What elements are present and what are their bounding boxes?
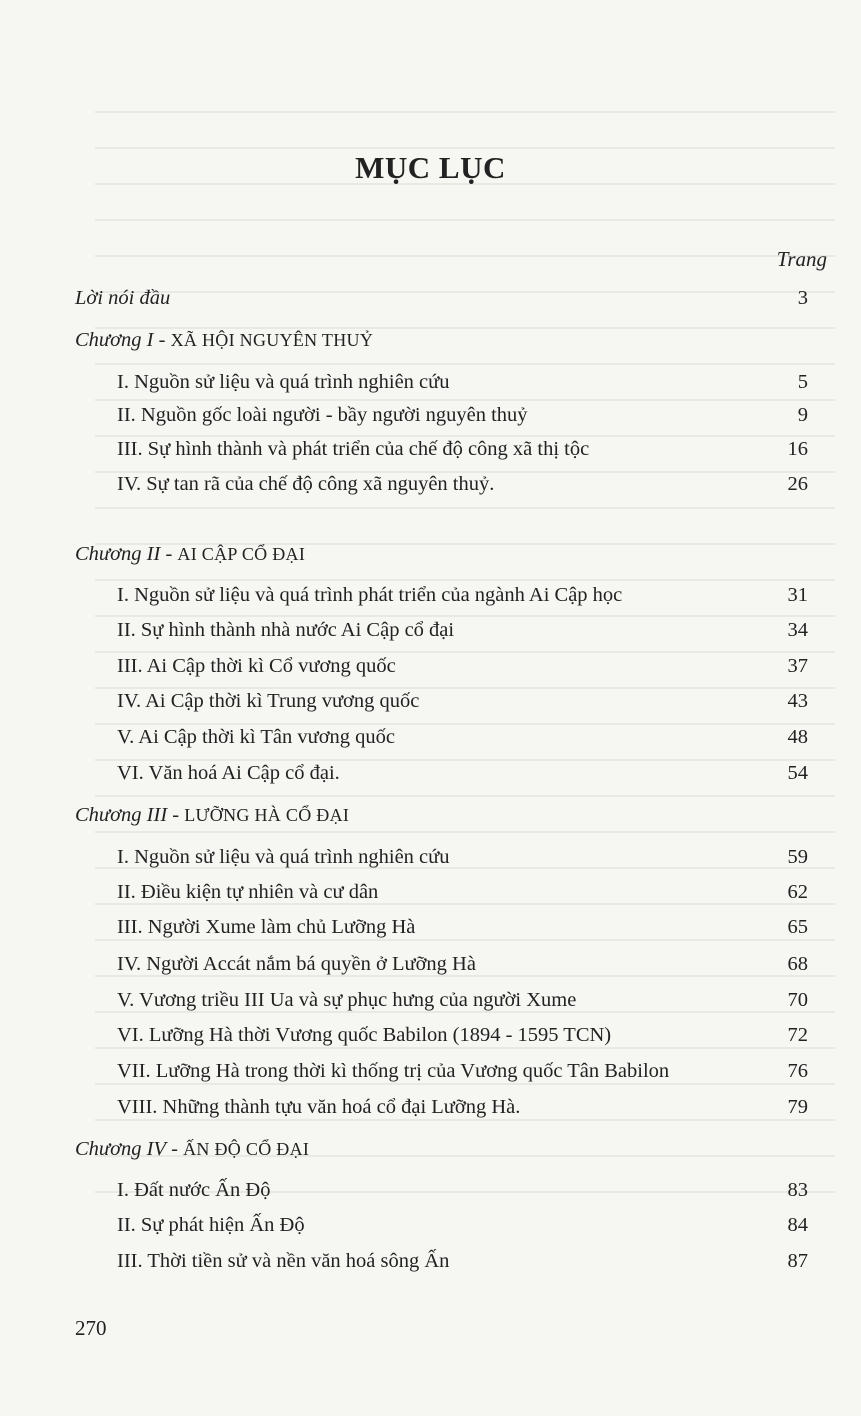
section-title: VIII. Những thành tựu văn hoá cổ đại Lưỡng Hà. <box>117 1096 521 1118</box>
section-title: II. Nguồn gốc loài người - bầy người nguyên thuỷ <box>117 404 528 426</box>
chapter-label: Chương II <box>75 543 161 565</box>
section-title: I. Nguồn sử liệu và quá trình nghiên cứu <box>117 846 450 868</box>
section-page: 26 <box>787 473 808 495</box>
section-title: IV. Người Accát nắm bá quyền ở Lưỡng Hà <box>117 953 476 975</box>
chapter-label: Chương I <box>75 329 154 351</box>
section-title: I. Nguồn sử liệu và quá trình phát triển của ngành Ai Cập học <box>117 584 623 606</box>
section-title: III. Ai Cập thời kì Cổ vương quốc <box>117 655 396 677</box>
section-page: 34 <box>787 619 808 641</box>
section-page: 76 <box>787 1060 808 1082</box>
section-title: III. Người Xume làm chủ Lưỡng Hà <box>117 916 416 938</box>
chapter-heading: Chương II - AI CẬP CỔ ĐẠI <box>75 543 306 565</box>
section-page: 84 <box>787 1214 808 1236</box>
section-page: 54 <box>787 762 808 784</box>
section-title: V. Vương triều III Ua và sự phục hưng của người Xume <box>117 989 577 1011</box>
section-page: 87 <box>787 1250 808 1272</box>
page-title: MỤC LỤC <box>355 150 506 185</box>
section-title: III. Thời tiền sử và nền văn hoá sông Ấn <box>117 1250 450 1272</box>
section-page: 5 <box>797 371 808 393</box>
section-page: 65 <box>787 916 808 938</box>
section-title: III. Sự hình thành và phát triển của chế độ công xã thị tộc <box>117 438 590 460</box>
footer-page-number: 270 <box>75 1316 107 1340</box>
section-page: 70 <box>787 989 808 1011</box>
section-title: VI. Văn hoá Ai Cập cổ đại. <box>117 762 340 784</box>
section-page: 43 <box>787 690 808 712</box>
chapter-title: ẤN ĐỘ CỔ ĐẠI <box>183 1139 310 1159</box>
section-page: 79 <box>787 1096 808 1118</box>
chapter-heading: Chương I - XÃ HỘI NGUYÊN THUỶ <box>75 329 374 351</box>
chapter-label: Chương IV <box>75 1138 167 1160</box>
section-title: VI. Lưỡng Hà thời Vương quốc Babilon (1894 - 1595 TCN) <box>117 1024 612 1046</box>
section-title: IV. Ai Cập thời kì Trung vương quốc <box>117 690 420 712</box>
section-page: 68 <box>787 953 808 975</box>
section-title: I. Đất nước Ấn Độ <box>117 1179 271 1201</box>
chapter-title: XÃ HỘI NGUYÊN THUỶ <box>170 330 374 350</box>
section-page: 16 <box>787 438 808 460</box>
section-page: 48 <box>787 726 808 748</box>
chapter-heading: Chương IV - ẤN ĐỘ CỔ ĐẠI <box>75 1138 310 1160</box>
preface-page: 3 <box>797 287 808 309</box>
section-page: 9 <box>797 404 808 426</box>
section-page: 37 <box>787 655 808 677</box>
section-page: 83 <box>787 1179 808 1201</box>
section-page: 72 <box>787 1024 808 1046</box>
section-title: II. Sự hình thành nhà nước Ai Cập cổ đại <box>117 619 455 641</box>
preface-label: Lời nói đầu <box>75 287 171 309</box>
section-page: 62 <box>787 881 808 903</box>
page-column-label: Trang <box>776 247 827 271</box>
section-title: IV. Sự tan rã của chế độ công xã nguyên thuỷ. <box>117 473 495 495</box>
chapter-title: AI CẬP CỔ ĐẠI <box>177 544 306 564</box>
section-title: II. Sự phát hiện Ấn Độ <box>117 1214 305 1236</box>
section-title: V. Ai Cập thời kì Tân vương quốc <box>117 726 396 748</box>
section-title: VII. Lưỡng Hà trong thời kì thống trị của Vương quốc Tân Babilon <box>117 1060 670 1082</box>
section-page: 59 <box>787 846 808 868</box>
section-title: II. Điều kiện tự nhiên và cư dân <box>117 881 379 903</box>
chapter-title: LƯỠNG HÀ CỔ ĐẠI <box>184 805 350 825</box>
section-title: I. Nguồn sử liệu và quá trình nghiên cứu <box>117 371 450 393</box>
chapter-heading: Chương III - LƯỠNG HÀ CỔ ĐẠI <box>75 804 350 826</box>
chapter-label: Chương III <box>75 804 168 826</box>
section-page: 31 <box>787 584 808 606</box>
